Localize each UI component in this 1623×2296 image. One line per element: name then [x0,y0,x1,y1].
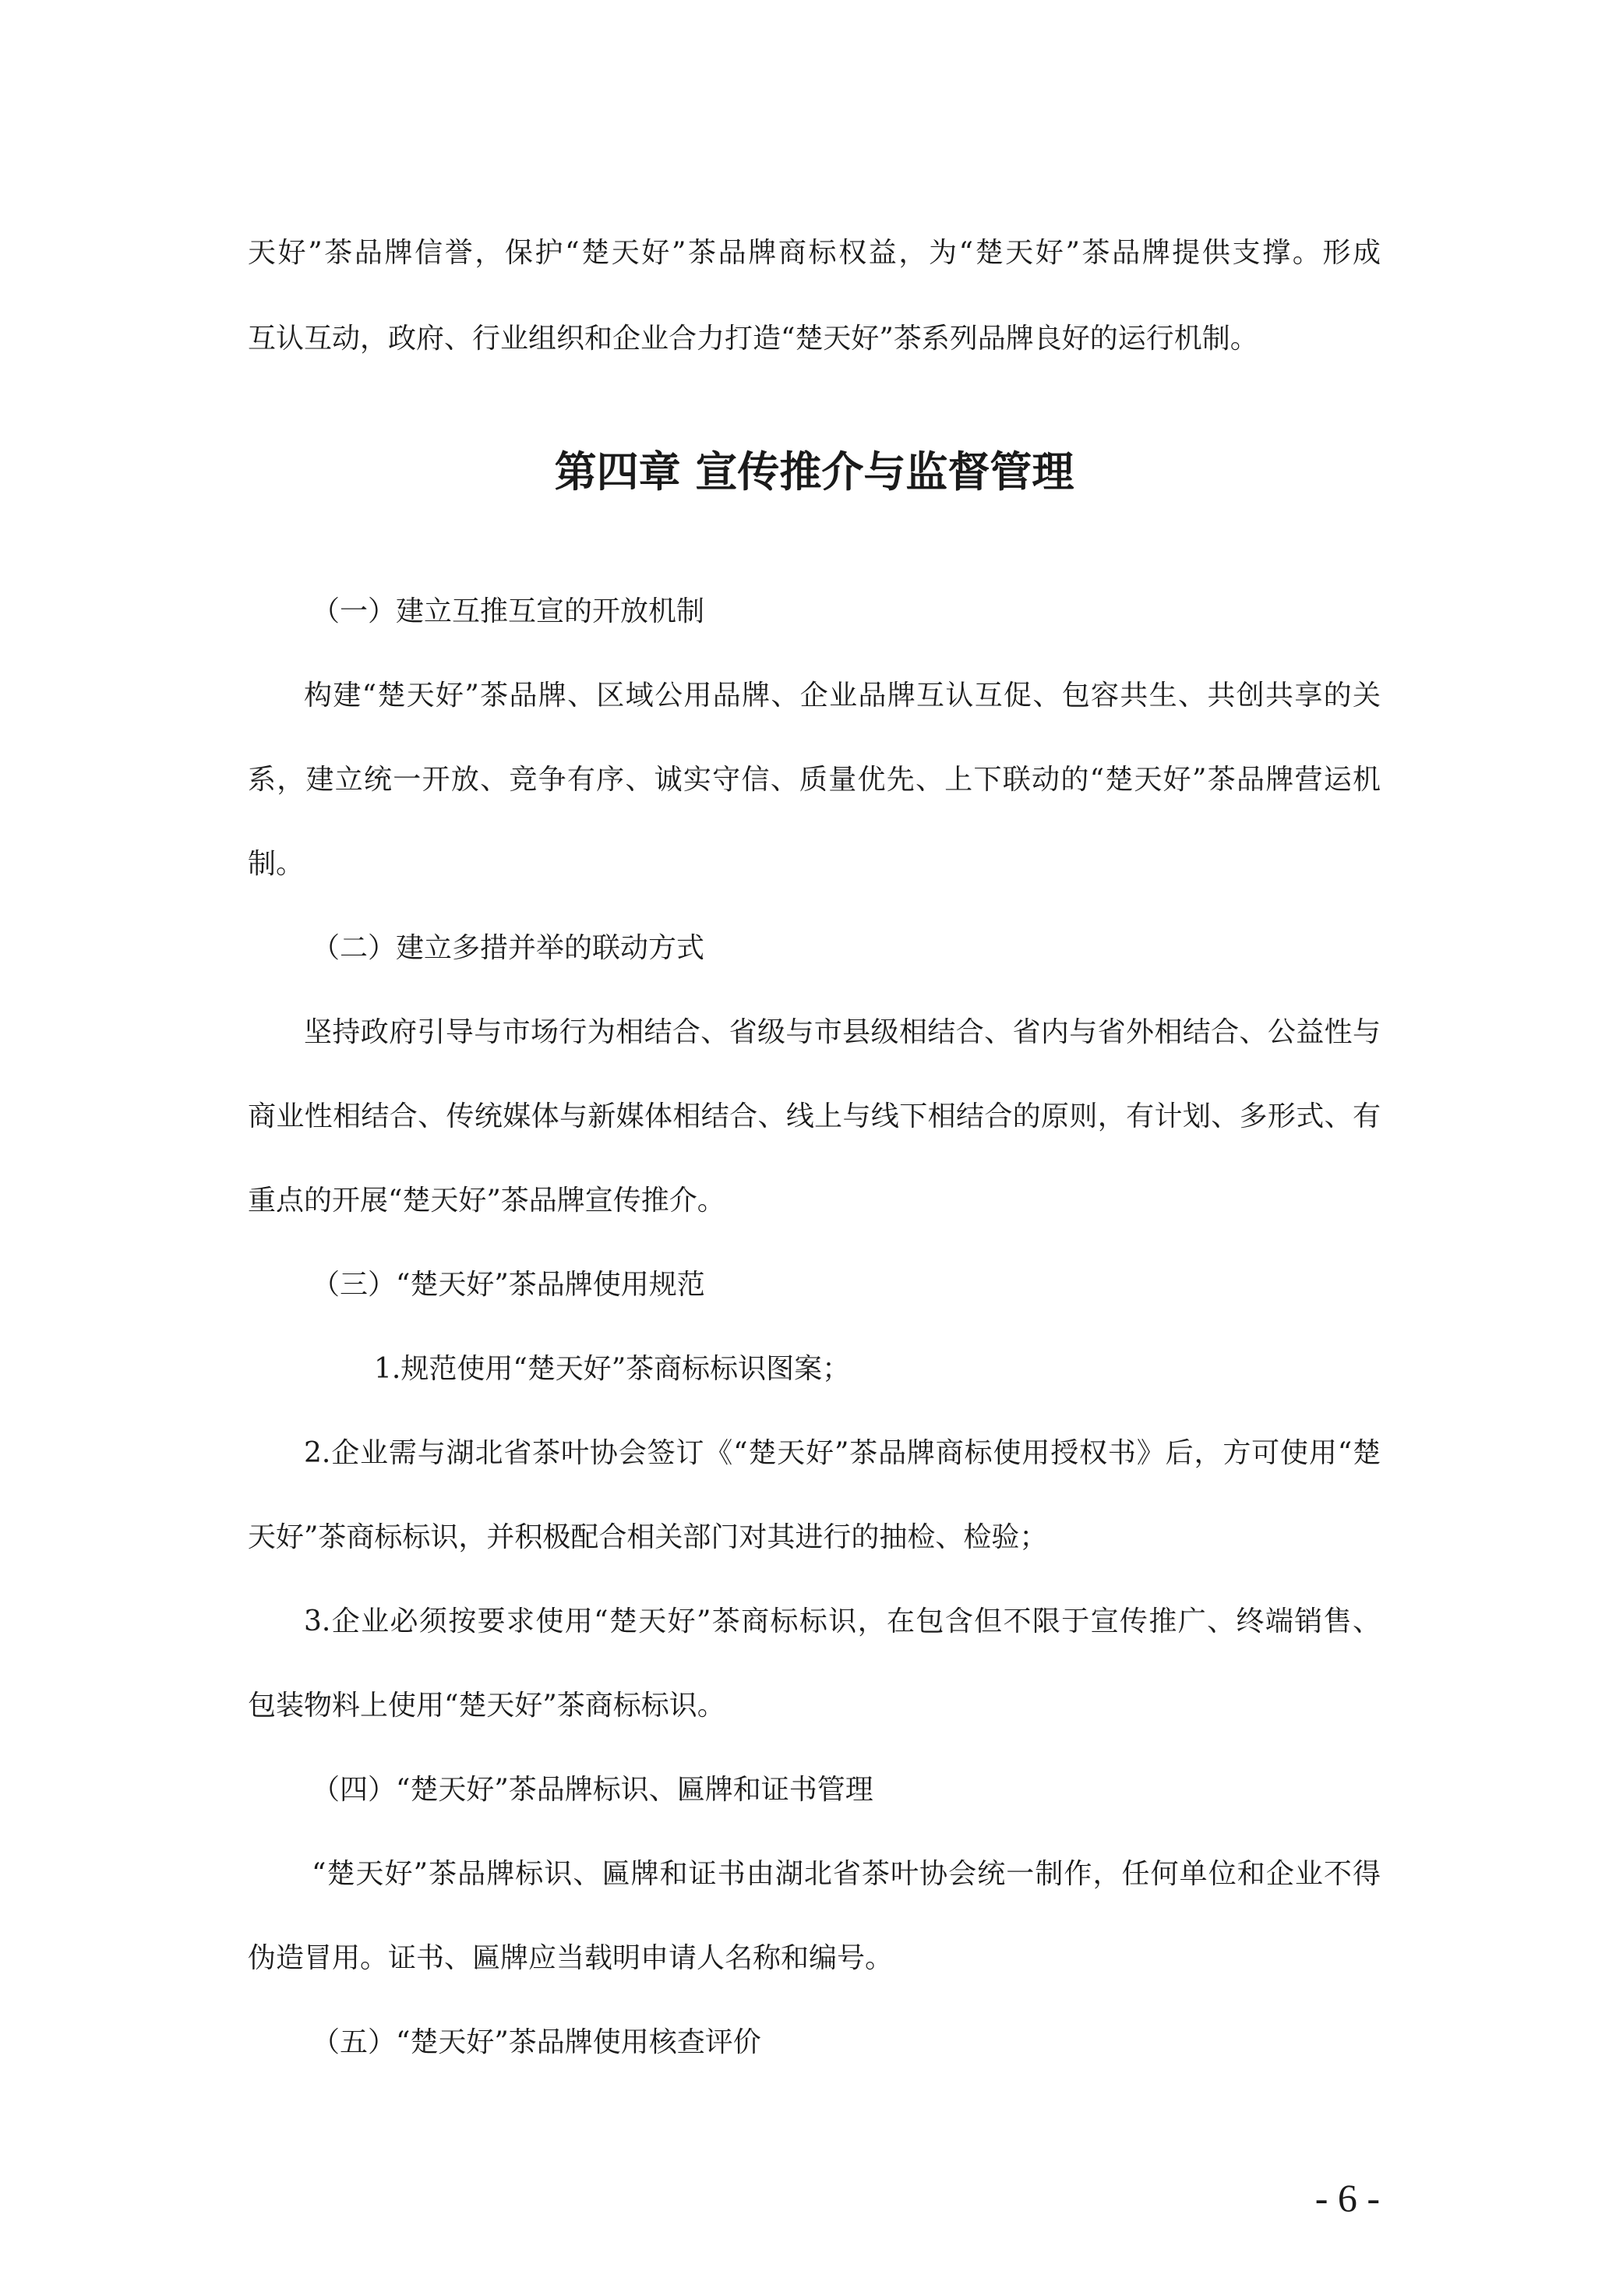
section3-item-1: 1.规范使用“楚天好”茶商标标识图案； [374,1353,851,1385]
section3-item-2-line-2: 天好”茶商标标识，并积极配合相关部门对其进行的抽检、检验； [248,1521,1048,1553]
section4-heading: （四）“楚天好”茶品牌标识、匾牌和证书管理 [312,1774,873,1806]
section3-item-2-line-1: 2.企业需与湖北省茶叶协会签订《“楚天好”茶品牌商标使用授权书》后，方可使用“楚 [304,1437,1381,1469]
section3-item-3-line-2: 包装物料上使用“楚天好”茶商标标识。 [248,1690,725,1722]
intro-line-1: 天好”茶品牌信誉，保护“楚天好”茶品牌商标权益，为“楚天好”茶品牌提供支撑。形成 [248,237,1381,269]
section4-line-1: “楚天好”茶品牌标识、匾牌和证书由湖北省茶叶协会统一制作，任何单位和企业不得 [312,1858,1381,1890]
section3-heading: （三）“楚天好”茶品牌使用规范 [312,1269,705,1301]
section2-line-3: 重点的开展“楚天好”茶品牌宣传推介。 [248,1185,725,1217]
intro-line-2: 互认互动，政府、行业组织和企业合力打造“楚天好”茶系列品牌良好的运行机制。 [248,323,1258,355]
section1-heading: （一）建立互推互宣的开放机制 [312,595,705,627]
section2-line-1: 坚持政府引导与市场行为相结合、省级与市县级相结合、省内与省外相结合、公益性与 [304,1016,1381,1048]
section2-heading: （二）建立多措并举的联动方式 [312,932,705,964]
page-number: - 6 - [1314,2176,1380,2220]
chapter-title: 第四章 宣传推介与监督管理 [554,447,1074,496]
section4-line-2: 伪造冒用。证书、匾牌应当载明申请人名称和编号。 [248,1942,894,1974]
section3-item-3-line-1: 3.企业必须按要求使用“楚天好”茶商标标识，在包含但不限于宣传推广、终端销售、 [304,1605,1381,1637]
section5-heading: （五）“楚天好”茶品牌使用核查评价 [312,2026,761,2058]
section1-line-3: 制。 [248,848,305,880]
section1-line-1: 构建“楚天好”茶品牌、区域公用品牌、企业品牌互认互促、包容共生、共创共享的关 [304,680,1381,712]
section2-line-2: 商业性相结合、传统媒体与新媒体相结合、线上与线下相结合的原则，有计划、多形式、有 [248,1100,1381,1132]
section1-line-2: 系，建立统一开放、竞争有序、诚实守信、质量优先、上下联动的“楚天好”茶品牌营运机 [248,764,1381,796]
